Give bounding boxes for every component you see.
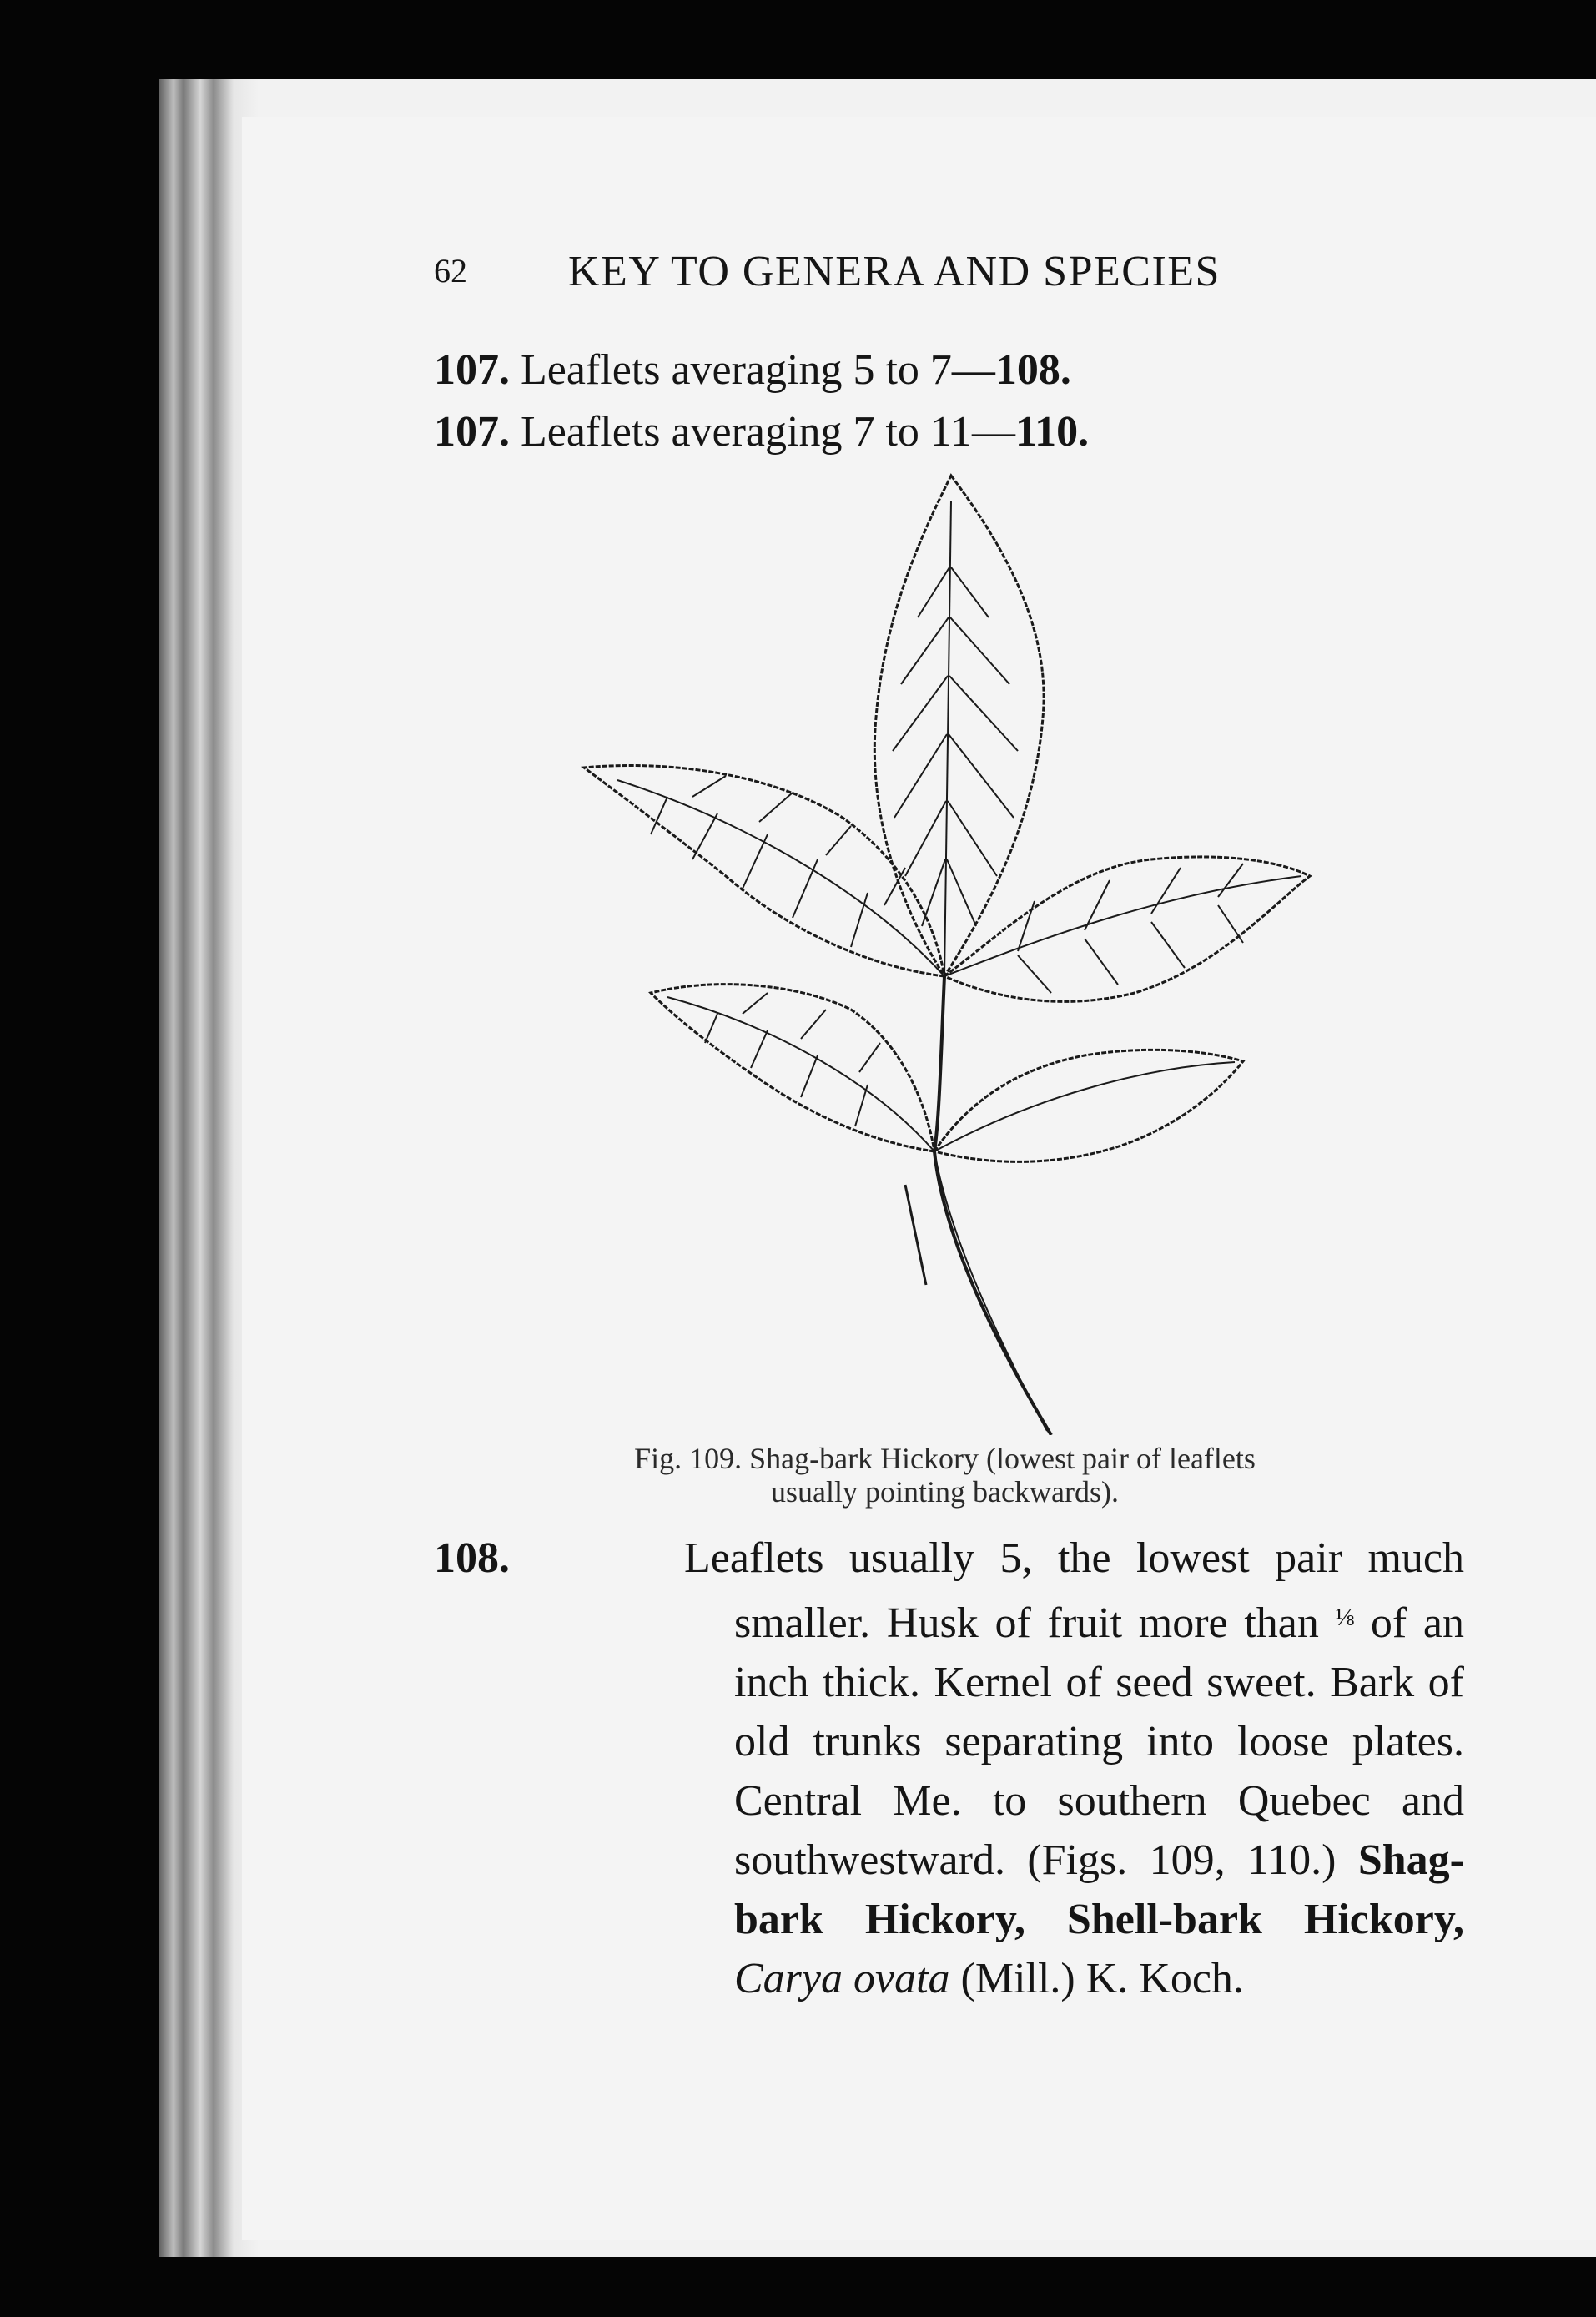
key-entry-108 bbox=[434, 1529, 1464, 2008]
caption-line: usually pointing backwards). bbox=[771, 1475, 1119, 1509]
key-text: Leaflets averaging 5 to 7— bbox=[521, 346, 995, 394]
key-number: 107. bbox=[434, 346, 510, 394]
key-line-107b bbox=[434, 408, 1090, 456]
entry-text-a: Leaflets usually 5, the lowest pair much smaller. Husk of fruit more than bbox=[684, 1534, 1464, 1647]
entry-text bbox=[584, 1529, 1464, 2008]
caption-line: Fig. 109. Shag-bark Hickory (lowest pair of leaflets bbox=[634, 1442, 1256, 1475]
key-reference: 110. bbox=[1014, 408, 1090, 456]
entry-text-b: of an inch thick. Kernel of seed sweet. Bark of old trunks separating into loose plates. Central Me. to southern Quebec and southwestward. (Figs. 109, 110.) bbox=[734, 1599, 1464, 1884]
key-text: Leaflets averaging 7 to 11— bbox=[521, 408, 1015, 456]
entry-number: 108. bbox=[434, 1534, 510, 1582]
authority: (Mill.) K. Koch. bbox=[949, 1955, 1244, 2002]
common-names: Shag-bark Hickory, Shell-bark Hickory, bbox=[734, 1836, 1464, 1943]
hickory-leaf-illustration bbox=[567, 467, 1335, 1435]
key-line-107a bbox=[434, 346, 1071, 394]
running-head: KEY TO GENERA AND SPECIES bbox=[568, 248, 1221, 295]
key-number: 107. bbox=[434, 408, 510, 456]
scientific-name: Carya ovata bbox=[734, 1955, 950, 2002]
figure-caption bbox=[501, 1442, 1389, 1509]
fraction: ⅛ bbox=[1335, 1604, 1355, 1631]
page-number: 62 bbox=[434, 252, 467, 290]
key-reference: 108. bbox=[994, 346, 1071, 394]
